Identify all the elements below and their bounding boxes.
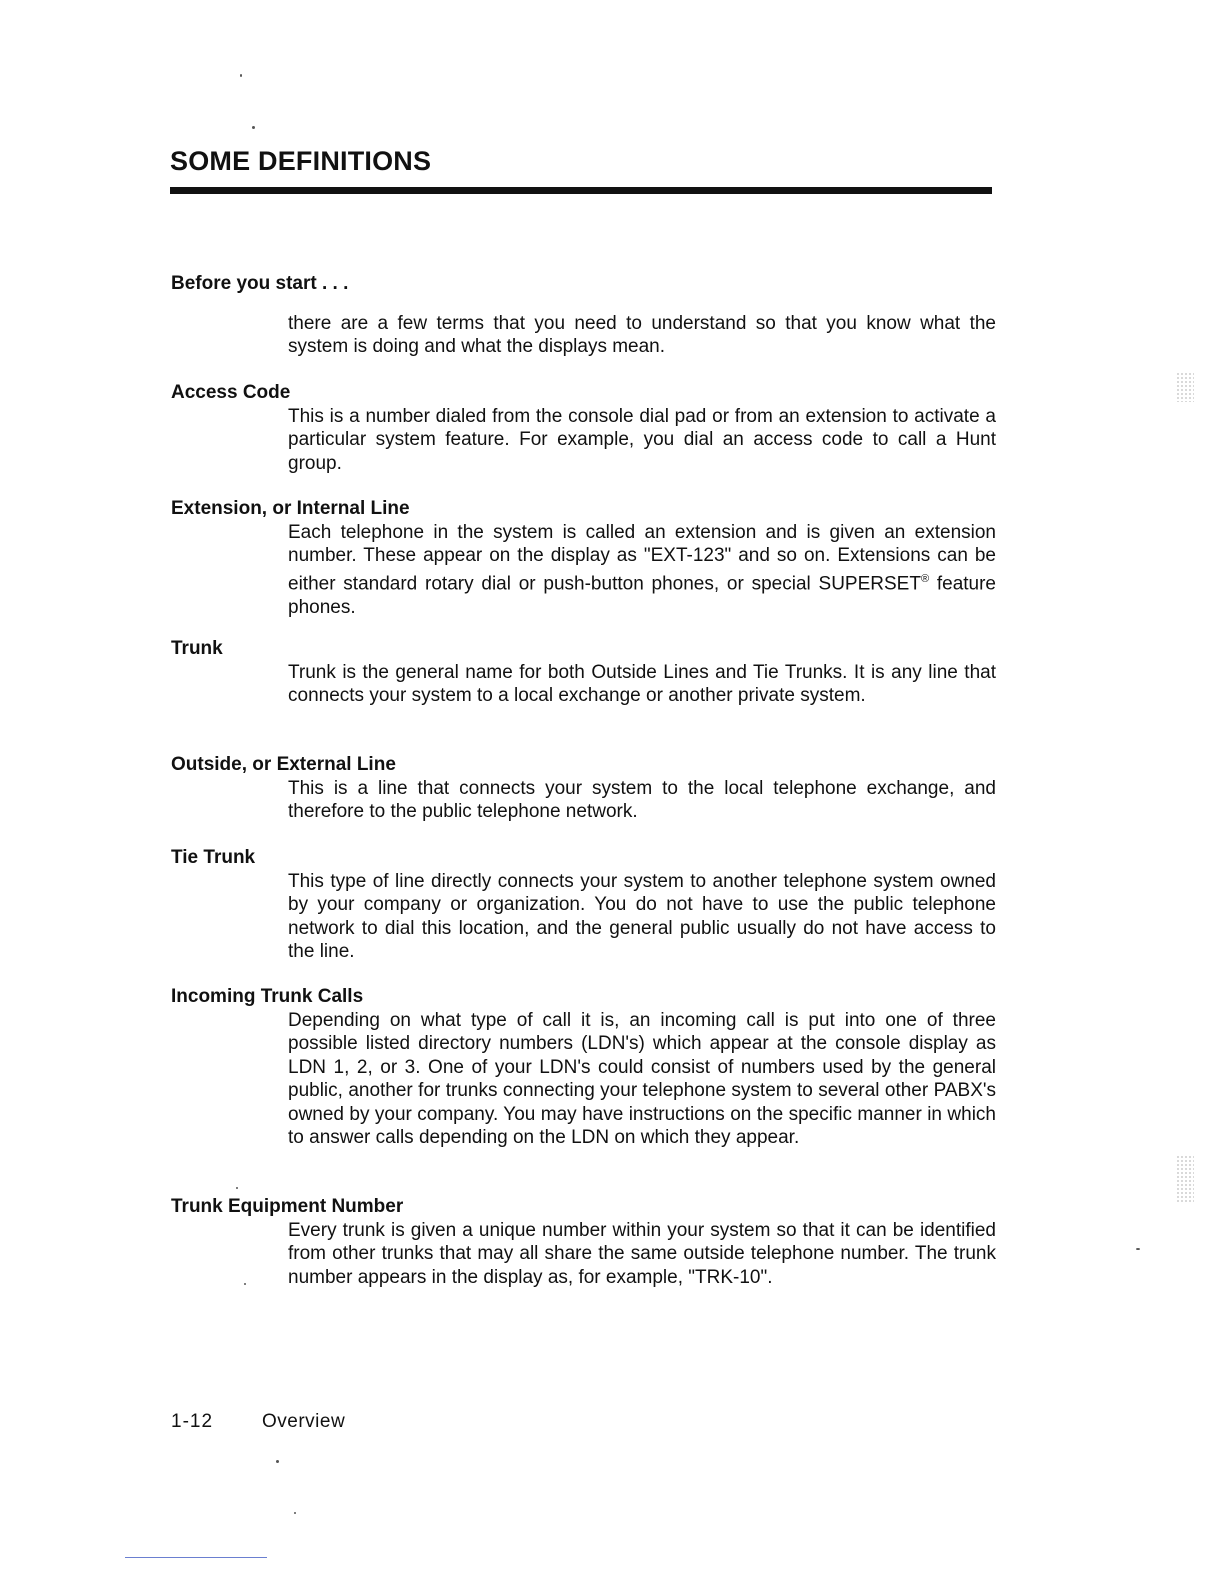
definition-tie-trunk: This type of line directly connects your system to another telephone system owned by your company or organization. You do not have to use the public telephone network to dial this location, and the general public usually do not have access to the line. — [288, 871, 996, 963]
bottom-rule — [125, 1557, 267, 1558]
definition-extension-text-end: feature phones. — [288, 573, 996, 618]
definition-outside-line: This is a line that connects your system to the local telephone exchange, and therefore to the public telephone network. — [288, 778, 996, 823]
term-tie-trunk: Tie Trunk — [171, 847, 256, 868]
definition-before-you-start: there are a few terms that you need to understand so that you know what the system is doing and what the displays mean. — [288, 313, 996, 358]
scan-speck — [294, 1512, 296, 1514]
scan-speck — [276, 1460, 279, 1463]
scan-speck — [240, 74, 242, 77]
registered-mark: ® — [920, 572, 930, 585]
scan-speck — [252, 126, 255, 129]
definition-access-code: This is a number dialed from the console dial pad or from an extension to activate a particular system feature. For example, you dial an access code to call a Hunt group. — [288, 406, 996, 474]
definition-trunk: Trunk is the general name for both Outside Lines and Tie Trunks. It is any line that connects your system to a local exchange or another private system. — [288, 662, 996, 707]
scan-edge-noise — [1176, 372, 1194, 402]
scan-speck — [236, 1187, 238, 1189]
term-before-you-start: Before you start . . . — [171, 273, 349, 294]
page-number: 1-12 — [171, 1411, 214, 1432]
term-incoming-trunk-calls: Incoming Trunk Calls — [171, 986, 364, 1007]
term-outside-line: Outside, or External Line — [171, 754, 396, 775]
term-extension: Extension, or Internal Line — [171, 498, 410, 519]
footer-section-name: Overview — [262, 1411, 346, 1432]
definition-extension — [288, 521, 996, 619]
term-trunk: Trunk — [171, 638, 223, 659]
title-rule — [170, 187, 992, 194]
scan-speck — [244, 1283, 246, 1285]
page-title: SOME DEFINITIONS — [170, 146, 432, 176]
definition-extension-text: Each telephone in the system is called an extension and is given an extension number. These appear on the display as "EXT-123" and so on. Extensions can be either standard rotary dial or push-button phones, or special SUPERSET — [288, 522, 996, 595]
term-trunk-equipment-number: Trunk Equipment Number — [171, 1196, 404, 1217]
definition-incoming-trunk-calls: Depending on what type of call it is, an incoming call is put into one of three possible listed directory numbers (LDN's) which appear at the console display as LDN 1, 2, or 3. One of your LDN's could consist of numbers used by the general public, another for trunks connecting your telephone system to several other PABX's owned by your company. You may have instructions on the specific manner in which to answer calls depending on the LDN on which they appear. — [288, 1010, 996, 1149]
term-access-code: Access Code — [171, 382, 291, 403]
scan-edge-noise — [1176, 1155, 1194, 1203]
scan-speck — [1136, 1248, 1140, 1250]
definition-trunk-equipment-number: Every trunk is given a unique number within your system so that it can be identified from other trunks that may all share the same outside telephone number. The trunk number appears in the display as, for example, "TRK-10". — [288, 1220, 996, 1288]
